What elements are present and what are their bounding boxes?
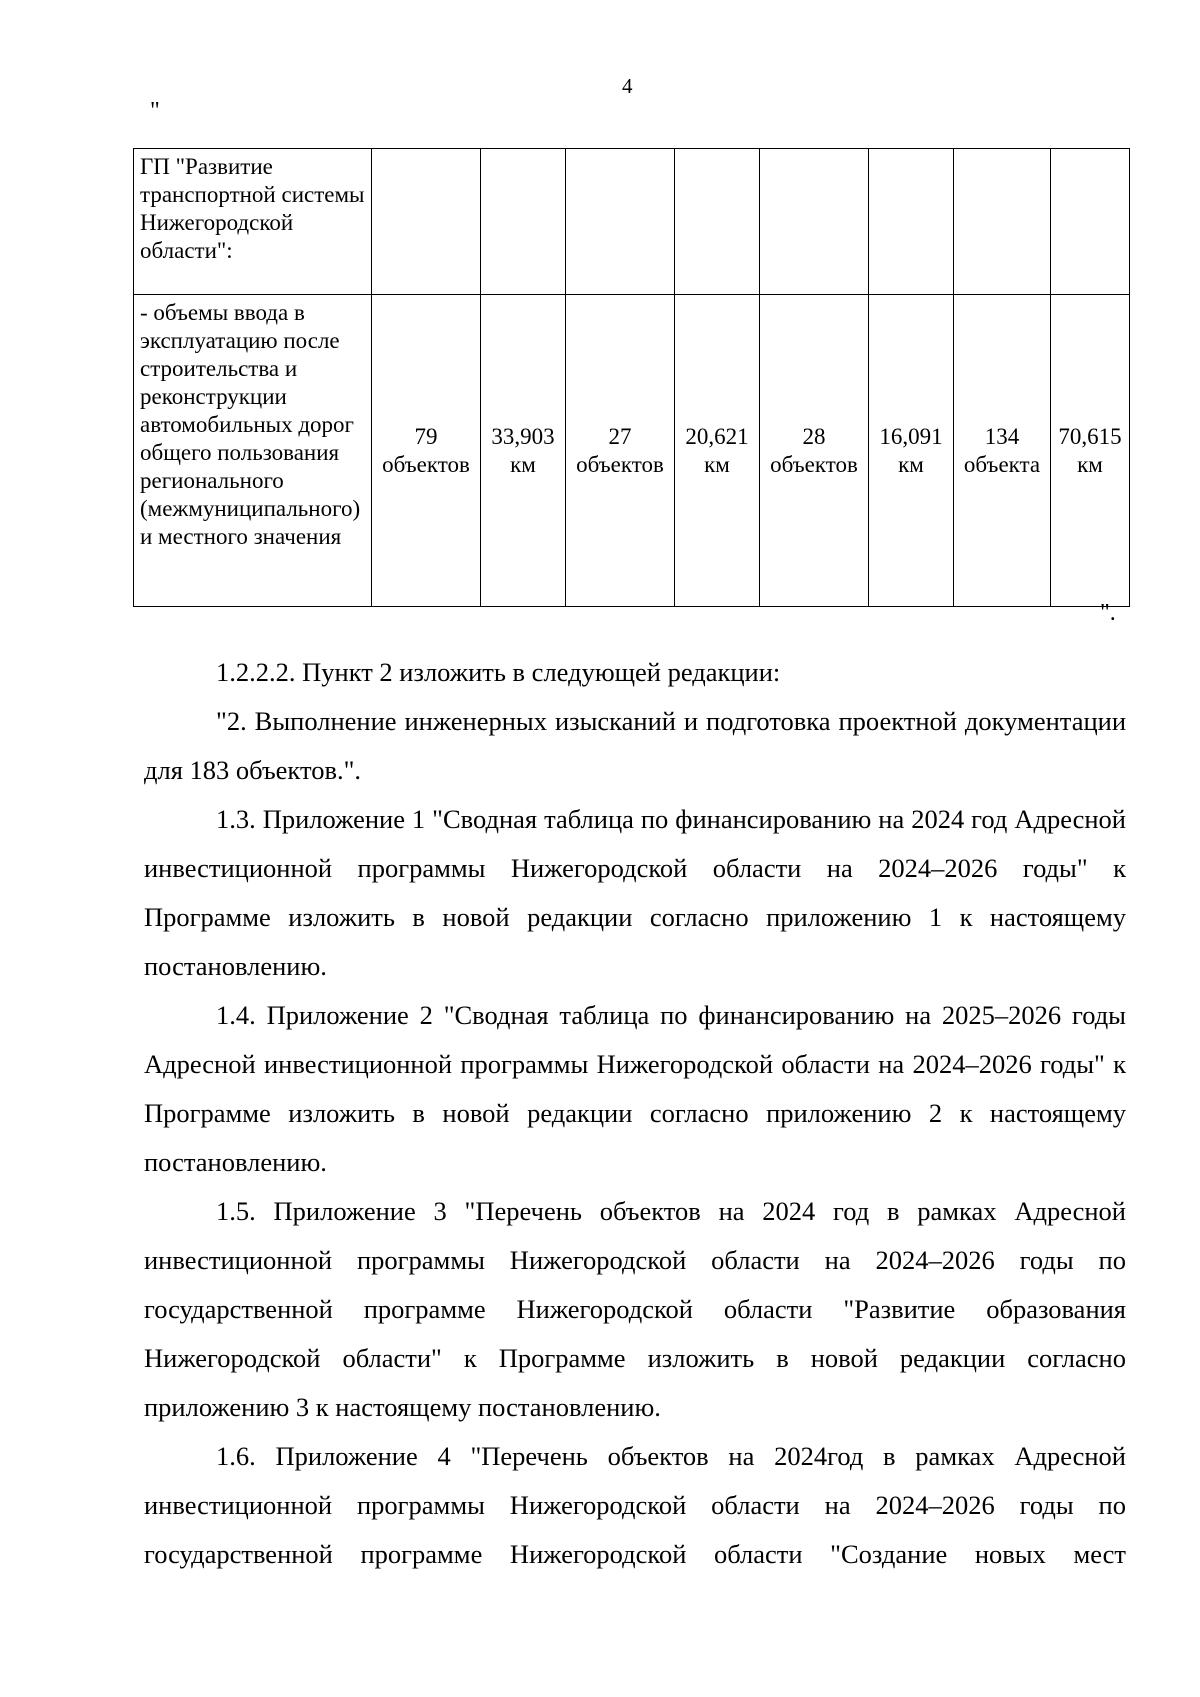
value-cell [954, 149, 1051, 295]
value-cell [675, 149, 760, 295]
table-row [134, 295, 1130, 607]
row-label-cell: - объемы ввода в эксплуатацию после строительства и реконструкции автомобильных дорог общего пользования регионального (межмуниципального) и местного значения [134, 295, 372, 607]
paragraph-1-3: 1.3. Приложение 1 "Сводная таблица по финансированию на 2024 год Адресной инвестиционной программы Нижегородской области на 2024–2026 годы" к Программе изложить в новой редакции согласно приложению 1 к настоящему постановлению. [144, 804, 1126, 981]
value-cell: 79 объектов [372, 295, 481, 607]
value-cell [566, 149, 675, 295]
value-cell [869, 149, 954, 295]
closing-quote-mark: ". [1100, 600, 1116, 626]
value-cell: 16,091 км [869, 295, 954, 607]
page-number: 4 [622, 74, 633, 98]
targets-table [133, 148, 1130, 607]
paragraph-1-2-2-2: 1.2.2.2. Пункт 2 изложить в следующей редакции: [216, 657, 781, 687]
table-row [134, 149, 1130, 295]
value-cell: 70,615 км [1051, 295, 1130, 607]
paragraph-1-5: 1.5. Приложение 3 "Перечень объектов на 2024 год в рамках Адресной инвестиционной программы Нижегородской области на 2024–2026 годы по государственной программе Нижегородской области "Развитие образования Нижегородской области" к Программе изложить в новой редакции согласно приложению 3 к настоящему постановлению. [144, 1196, 1126, 1422]
value-cell [481, 149, 566, 295]
value-cell: 20,621 км [675, 295, 760, 607]
paragraph-item-2: "2. Выполнение инженерных изысканий и подготовка проектной документации для 183 объектов.". [144, 706, 1126, 785]
row-label-cell: ГП "Развитие транспортной системы Нижегородской области": [134, 149, 372, 295]
value-cell: 27 объектов [566, 295, 675, 607]
opening-quote-mark: " [150, 98, 160, 124]
document-body [144, 648, 1126, 1579]
value-cell: 134 объекта [954, 295, 1051, 607]
value-cell: 28 объектов [760, 295, 869, 607]
value-cell: 33,903 км [481, 295, 566, 607]
paragraph-1-4: 1.4. Приложение 2 "Сводная таблица по финансированию на 2025–2026 годы Адресной инвестиционной программы Нижегородской области на 2024–2026 годы" к Программе изложить в новой редакции согласно приложению 2 к настоящему постановлению. [144, 1000, 1126, 1177]
paragraph-1-6: 1.6. Приложение 4 "Перечень объектов на 2024год в рамках Адресной инвестиционной программы Нижегородской области на 2024–2026 годы по государственной программе Нижегородской области "Создание новых мест [144, 1441, 1126, 1569]
value-cell [1051, 149, 1130, 295]
value-cell [760, 149, 869, 295]
value-cell [372, 149, 481, 295]
